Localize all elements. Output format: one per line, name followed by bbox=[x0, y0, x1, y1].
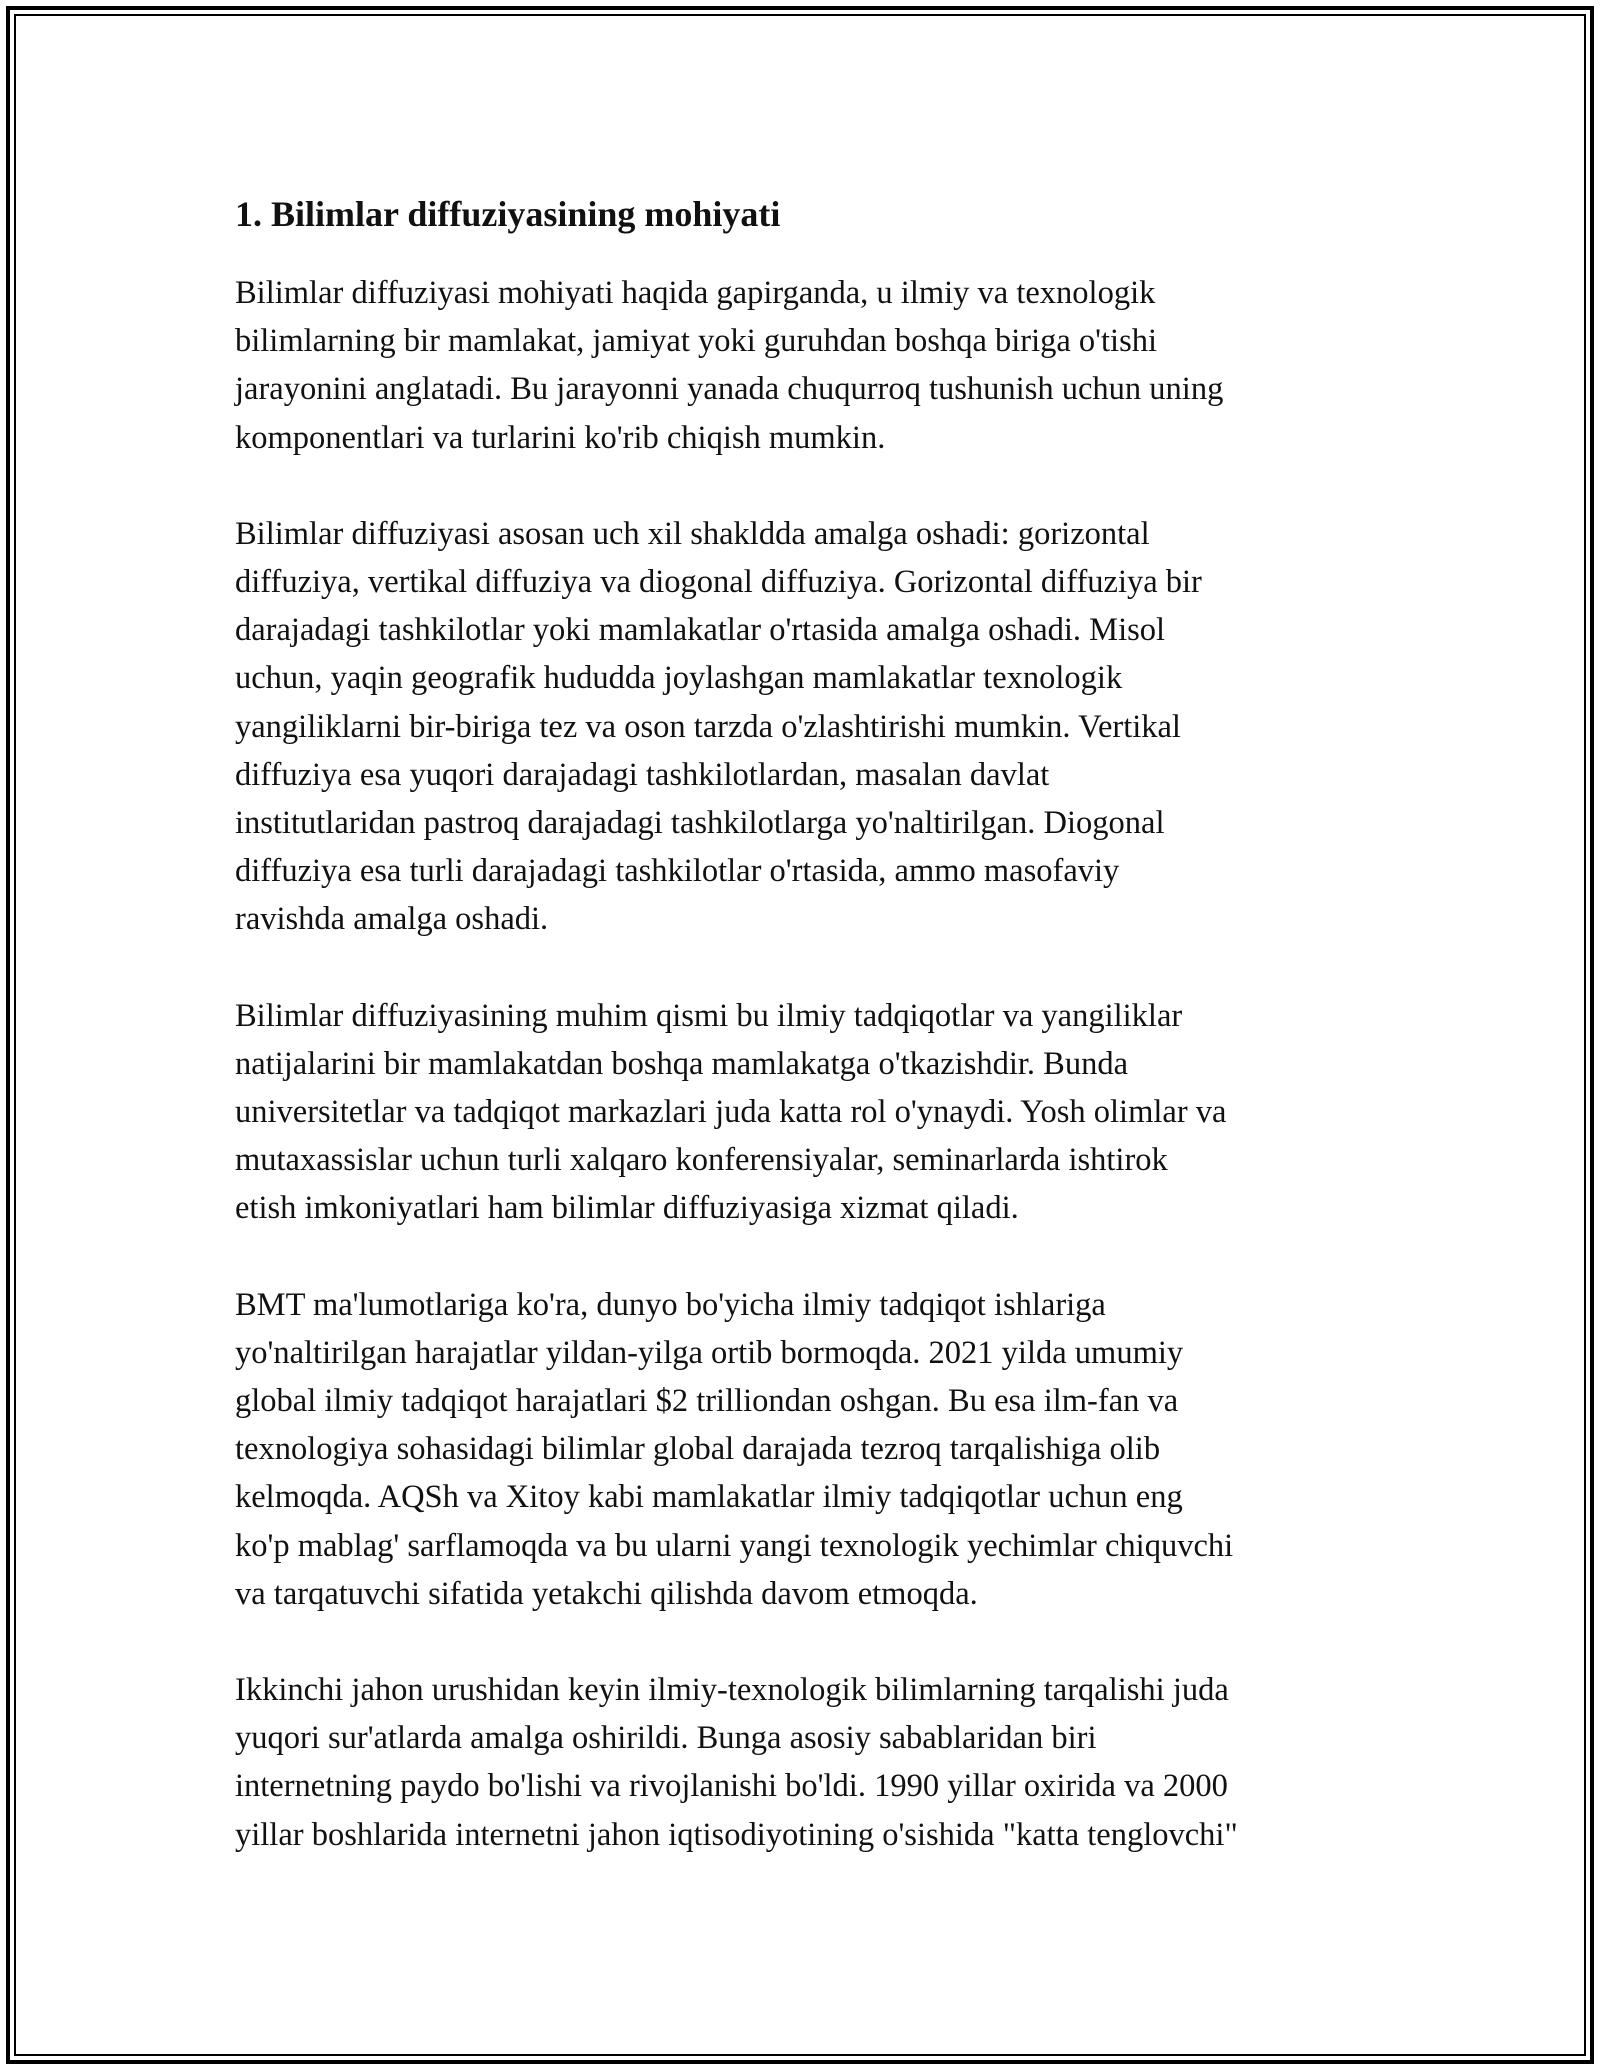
paragraph-1 bbox=[235, 269, 1385, 462]
text-line: va tarqatuvchi sifatida yetakchi qilishda davom etmoqda. bbox=[235, 1575, 978, 1612]
text-line: jarayonini anglatadi. Bu jarayonni yanada chuqurroq tushunish uchun uning bbox=[235, 371, 1224, 408]
text-line: Bilimlar diffuziyasi mohiyati haqida gapirganda, u ilmiy va texnologik bbox=[235, 275, 1156, 311]
text-line: yangiliklarni bir-biriga tez va oson tarzda o'zlashtirishi mumkin. Vertikal bbox=[235, 708, 1181, 745]
text-line: universitetlar va tadqiqot markazlari juda katta rol o'ynaydi. Yosh olimlar va bbox=[235, 1094, 1227, 1131]
text-line: uchun, yaqin geografik hududda joylashgan mamlakatlar texnologik bbox=[235, 660, 1123, 697]
text-line: ko'p mablag' sarflamoqda va bu ularni yangi texnologik yechimlar chiquvchi bbox=[235, 1527, 1234, 1564]
text-line: yo'naltirilgan harajatlar yildan-yilga ortib bormoqda. 2021 yilda umumiy bbox=[235, 1334, 1184, 1371]
paragraph-5 bbox=[235, 1666, 1385, 1859]
text-line: texnologiya sohasidagi bilimlar global darajada tezroq tarqalishiga olib bbox=[235, 1431, 1161, 1468]
text-line: diffuziya esa yuqori darajadagi tashkilotlardan, masalan davlat bbox=[235, 756, 1050, 793]
text-line: diffuziya esa turli darajadagi tashkilotlar o'rtasida, ammo masofaviy bbox=[235, 853, 1120, 890]
text-line: natijalarini bir mamlakatdan boshqa mamlakatga o'tkazishdir. Bunda bbox=[235, 1045, 1129, 1082]
text-line: etish imkoniyatlari ham bilimlar diffuziyasiga xizmat qiladi. bbox=[235, 1190, 1019, 1227]
text-line: global ilmiy tadqiqot harajatlari $2 trilliondan oshgan. Bu esa ilm-fan va bbox=[235, 1383, 1179, 1420]
text-line: bilimlarning bir mamlakat, jamiyat yoki guruhdan boshqa biriga o'tishi bbox=[235, 323, 1158, 360]
text-line: Ikkinchi jahon urushidan keyin ilmiy-texnologik bilimlarning tarqalishi juda bbox=[235, 1672, 1229, 1709]
paragraph-4 bbox=[235, 1281, 1385, 1618]
text-line: Bilimlar diffuziyasining muhim qismi bu ilmiy tadqiqotlar va yangiliklar bbox=[235, 997, 1183, 1034]
text-line: institutlaridan pastroq darajadagi tashkilotlarga yo'naltirilgan. Diogonal bbox=[235, 805, 1165, 842]
text-line: Bilimlar diffuziyasi asosan uch xil shakldda amalga oshadi: gorizontal bbox=[235, 515, 1150, 552]
text-line: BMT ma'lumotlariga ko'ra, dunyo bo'yicha ilmiy tadqiqot ishlariga bbox=[235, 1286, 1106, 1323]
text-line: kelmoqda. AQSh va Xitoy kabi mamlakatlar ilmiy tadqiqotlar uchun eng bbox=[235, 1479, 1183, 1516]
document-body bbox=[235, 188, 1385, 1907]
text-line: yillar boshlarida internetni jahon iqtisodiyotining o'sishida "katta tenglovchi" bbox=[235, 1816, 1238, 1853]
text-line: yuqori sur'atlarda amalga oshirildi. Bunga asosiy sabablaridan biri bbox=[235, 1720, 1097, 1757]
text-line: komponentlari va turlarini ko'rib chiqish mumkin. bbox=[235, 419, 886, 456]
text-line: mutaxassislar uchun turli xalqaro konferensiyalar, seminarlarda ishtirok bbox=[235, 1142, 1168, 1179]
section-heading: 1. Bilimlar diffuziyasining mohiyati bbox=[235, 194, 781, 234]
paragraph-2 bbox=[235, 510, 1385, 944]
text-line: diffuziya, vertikal diffuziya va diogonal diffuziya. Gorizontal diffuziya bir bbox=[235, 564, 1202, 601]
text-line: darajadagi tashkilotlar yoki mamlakatlar o'rtasida amalga oshadi. Misol bbox=[235, 612, 1166, 649]
text-line: ravishda amalga oshadi. bbox=[235, 901, 549, 938]
text-line: internetning paydo bo'lishi va rivojlanishi bo'ldi. 1990 yillar oxirida va 2000 bbox=[235, 1768, 1228, 1805]
paragraph-3 bbox=[235, 992, 1385, 1233]
